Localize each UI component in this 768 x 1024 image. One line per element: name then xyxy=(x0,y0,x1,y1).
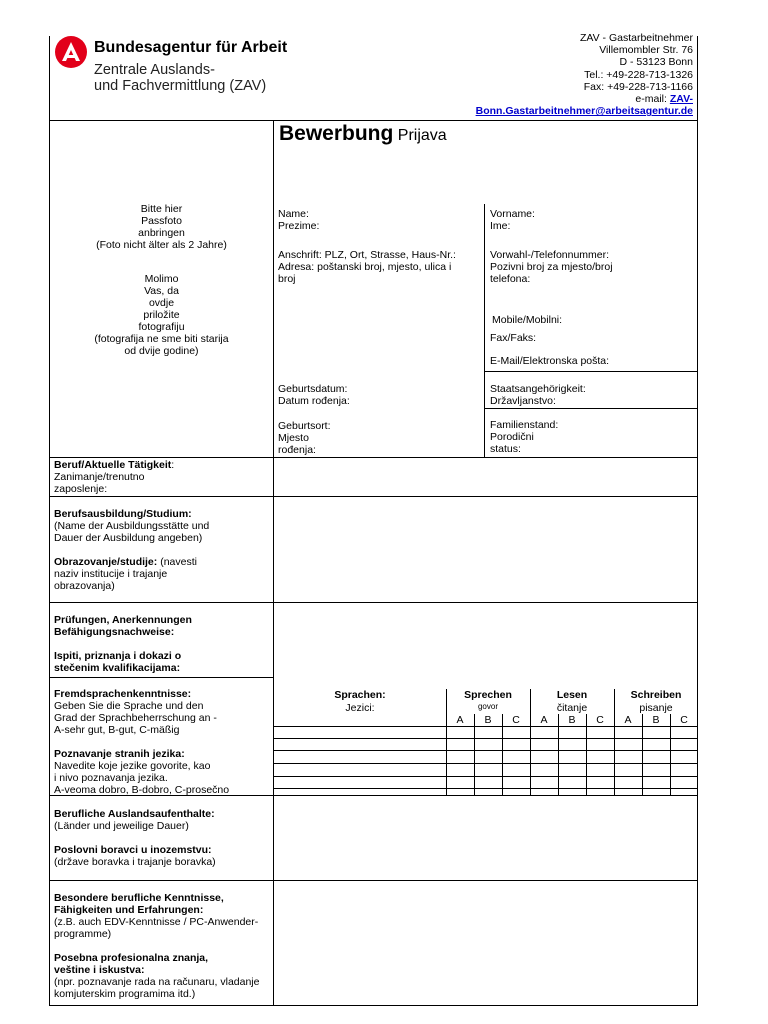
divider xyxy=(49,120,698,121)
lang-col-jezici: Jezici: xyxy=(345,702,375,714)
label-line: Adresa: poštanski broj, mjesto, ulica i xyxy=(278,261,452,273)
label-line: Vorwahl-/Telefonnummer: xyxy=(490,249,610,261)
section-line: (države boravka i trajanje boravka) xyxy=(54,856,216,868)
level-b: B xyxy=(568,714,576,726)
label-line: telefona: xyxy=(490,273,531,285)
pruefungen-input[interactable] xyxy=(277,605,695,683)
section-beruf xyxy=(54,459,272,495)
section-title: Berufliche Auslandsaufenthalte: xyxy=(54,808,215,820)
section-ausland xyxy=(54,808,272,868)
language-input[interactable] xyxy=(277,727,443,738)
section-line: A-veoma dobro, B-dobro, C-prosečno xyxy=(54,784,230,796)
border-left xyxy=(49,36,50,1006)
border-right xyxy=(697,36,698,1006)
photo-line: od dvije godine) xyxy=(124,345,199,357)
photo-line: (Foto nicht älter als 2 Jahre) xyxy=(96,239,227,251)
anschrift-label xyxy=(278,249,483,285)
mobile-input[interactable] xyxy=(570,312,695,326)
photo-text-de xyxy=(50,203,273,251)
section-line: (navesti xyxy=(157,556,197,568)
section-title-bs: Poslovni boravci u inozemstvu: xyxy=(54,844,212,856)
section-line: Befähigungsnachweise: xyxy=(54,626,175,638)
kenntnisse-input[interactable] xyxy=(277,883,695,1001)
label-line: Staatsangehörigkeit: xyxy=(490,383,586,395)
beruf-input[interactable] xyxy=(277,460,695,494)
label-line: Anschrift: PLZ, Ort, Strasse, Haus-Nr.: xyxy=(278,249,456,261)
lang-col-lesen: Lesen xyxy=(556,689,588,701)
divider xyxy=(484,408,698,409)
agency-logo-icon xyxy=(55,36,87,68)
title-de: Bewerbung xyxy=(279,122,394,145)
email-field-label: E-Mail/Elektronska pošta: xyxy=(490,355,610,367)
label-line: Vorname: xyxy=(490,208,535,220)
language-input[interactable] xyxy=(277,777,443,788)
address-line: Villemombler Str. 76 xyxy=(599,44,693,57)
address-line: ZAV - Gastarbeitnehmer xyxy=(579,32,693,44)
section-line: Dauer der Ausbildung angeben) xyxy=(54,532,203,544)
divider xyxy=(49,880,698,881)
section-line: (Länder und jeweilige Dauer) xyxy=(54,820,189,832)
lang-col-govor: govor xyxy=(477,702,498,711)
photo-line: priložite xyxy=(143,309,180,321)
divider xyxy=(49,496,698,497)
address-line: Tel.: +49-228-713-1326 xyxy=(584,68,693,81)
column-divider xyxy=(273,120,274,1006)
lang-col-citanje: čitanje xyxy=(556,702,588,714)
label-line: Geburtsort: xyxy=(278,420,331,432)
section-title: Berufsausbildung/Studium: xyxy=(54,508,192,520)
section-line: (z.B. auch EDV-Kenntnisse / PC-Anwender- xyxy=(54,916,259,928)
section-line: A-sehr gut, B-gut, C-mäßig xyxy=(54,724,180,736)
level-c: C xyxy=(512,714,520,726)
section-title: Fähigkeiten und Erfahrungen: xyxy=(54,904,204,916)
photo-line: (fotografija ne sme biti starija xyxy=(94,333,229,345)
label-line: Datum rođenja: xyxy=(278,395,350,407)
level-a: A xyxy=(540,714,548,726)
divider xyxy=(49,602,698,603)
familienstand-input[interactable] xyxy=(565,419,695,453)
divider xyxy=(49,457,274,458)
ausland-input[interactable] xyxy=(277,798,695,877)
email-label: e-mail: xyxy=(635,93,667,106)
section-title: Fremdsprachenkenntnisse: xyxy=(54,688,192,700)
section-line: i nivo poznavanja jezika. xyxy=(54,772,168,784)
lang-table-line xyxy=(273,788,698,789)
section-kenntnisse xyxy=(54,892,272,1000)
section-line: naziv institucije i trajanje xyxy=(54,568,168,580)
name-label xyxy=(278,208,319,232)
address-line: D - 53123 Bonn xyxy=(619,56,693,69)
email-input[interactable] xyxy=(615,353,695,367)
section-line: (npr. poznavanje rada na računaru, vladanje xyxy=(54,976,260,988)
label-line: Porodični xyxy=(490,431,534,443)
label-line: Name: xyxy=(278,208,309,220)
anschrift-input[interactable] xyxy=(278,288,482,368)
org-name: Bundesagentur für Arbeit xyxy=(94,39,288,56)
fax-label: Fax/Faks: xyxy=(490,332,537,344)
vorname-label xyxy=(490,208,535,232)
section-title: Besondere berufliche Kenntnisse, xyxy=(54,892,224,904)
lang-table-line xyxy=(474,714,475,796)
section-line: Grad der Sprachbeherrschung an - xyxy=(54,712,217,724)
label-line: status: xyxy=(490,443,521,455)
divider xyxy=(49,677,274,678)
section-pruefungen xyxy=(54,614,272,674)
section-sprachen xyxy=(54,688,272,796)
ausbildung-input[interactable] xyxy=(277,499,695,599)
lang-col-schreiben: Schreiben xyxy=(630,689,682,701)
language-input[interactable] xyxy=(277,764,443,776)
section-colon: : xyxy=(171,459,175,471)
section-line: Geben Sie die Sprache und den xyxy=(54,700,204,712)
level-b: B xyxy=(484,714,492,726)
label-line: rođenja: xyxy=(278,444,316,456)
vorname-input[interactable] xyxy=(545,208,695,232)
divider xyxy=(484,371,698,372)
section-title-bs: Posebna profesionalna znanja, xyxy=(54,952,209,964)
label-line: Mjesto xyxy=(278,432,309,444)
section-line: stečenim kvalifikacijama: xyxy=(54,662,181,674)
photo-line: anbringen xyxy=(138,227,185,239)
email-line xyxy=(433,93,693,117)
section-line: zaposlenje: xyxy=(54,483,108,495)
form-title xyxy=(279,122,447,146)
section-ausbildung xyxy=(54,508,272,592)
level-c: C xyxy=(680,714,688,726)
lang-col-sprachen: Sprachen: xyxy=(334,689,386,701)
section-title-bs: Obrazovanje/studije: xyxy=(54,556,158,568)
label-line: Prezime: xyxy=(278,220,320,232)
photo-line: Vas, da xyxy=(144,285,179,297)
mobile-label: Mobile/Mobilni: xyxy=(492,314,563,326)
photo-line: Bitte hier xyxy=(140,203,183,215)
telefon-input[interactable] xyxy=(490,288,695,308)
geburtsort-label xyxy=(278,420,331,456)
section-line: obrazovanja) xyxy=(54,580,115,592)
section-line: (Name der Ausbildungsstätte und xyxy=(54,520,210,532)
name-input[interactable] xyxy=(330,208,480,232)
photo-text-bs xyxy=(50,273,273,357)
label-line: broj xyxy=(278,273,296,285)
photo-line: ovdje xyxy=(148,297,175,309)
lang-table-line xyxy=(670,714,671,796)
label-line: Pozivni broj za mjesto/broj xyxy=(490,261,613,273)
email-link[interactable]: ZAV-Bonn.Gastarbeitnehmer@arbeitsagentur.de xyxy=(475,93,693,118)
lang-col-sprechen: Sprechen xyxy=(464,689,512,701)
familienstand-label xyxy=(490,419,558,455)
lang-table-line xyxy=(642,714,643,796)
geburtsdatum-input[interactable] xyxy=(360,383,480,407)
staat-label xyxy=(490,383,586,407)
label-line: Geburtsdatum: xyxy=(278,383,348,395)
level-a: A xyxy=(456,714,464,726)
section-line: Ispiti, priznanja i dokazi o xyxy=(54,650,182,662)
photo-line: fotografiju xyxy=(138,321,185,333)
geburtsdatum-label xyxy=(278,383,350,407)
column-divider xyxy=(484,204,485,458)
section-line: Zanimanje/trenutno xyxy=(54,471,145,483)
section-title-bs: Poznavanje stranih jezika: xyxy=(54,748,185,760)
section-title: Beruf/Aktuelle Tätigkeit xyxy=(54,459,172,471)
level-a: A xyxy=(624,714,632,726)
language-input[interactable] xyxy=(277,751,443,763)
section-line: komjuterskim programima itd.) xyxy=(54,988,196,1000)
section-line: Prüfungen, Anerkennungen xyxy=(54,614,192,626)
address-block xyxy=(433,32,693,117)
photo-line: Passfoto xyxy=(141,215,182,227)
divider xyxy=(49,1005,698,1006)
label-line: Ime: xyxy=(490,220,511,232)
org-subtitle-1: Zentrale Auslands- xyxy=(94,62,215,78)
title-bs: Prijava xyxy=(397,127,447,144)
telefon-label xyxy=(490,249,613,285)
fax-input[interactable] xyxy=(545,330,695,344)
level-b: B xyxy=(652,714,660,726)
lang-col-pisanje: pisanje xyxy=(639,702,673,714)
section-line: Navedite koje jezike govorite, kao xyxy=(54,760,211,772)
label-line: Državljanstvo: xyxy=(490,395,556,407)
level-c: C xyxy=(596,714,604,726)
org-subtitle-2: und Fachvermittlung (ZAV) xyxy=(94,78,267,94)
staat-input[interactable] xyxy=(595,383,695,407)
section-title-bs: veštine i iskustva: xyxy=(54,964,145,976)
address-line: Fax: +49-228-713-1166 xyxy=(583,80,693,93)
label-line: Familienstand: xyxy=(490,419,559,431)
lang-table-line xyxy=(558,714,559,796)
photo-placeholder[interactable] xyxy=(50,203,273,357)
geburtsort-input[interactable] xyxy=(340,420,480,454)
lang-table-line xyxy=(502,714,503,796)
language-input[interactable] xyxy=(277,739,443,750)
divider xyxy=(273,457,698,458)
photo-line: Molimo xyxy=(144,273,179,285)
lang-table-line xyxy=(586,714,587,796)
section-line: programme) xyxy=(54,928,112,940)
